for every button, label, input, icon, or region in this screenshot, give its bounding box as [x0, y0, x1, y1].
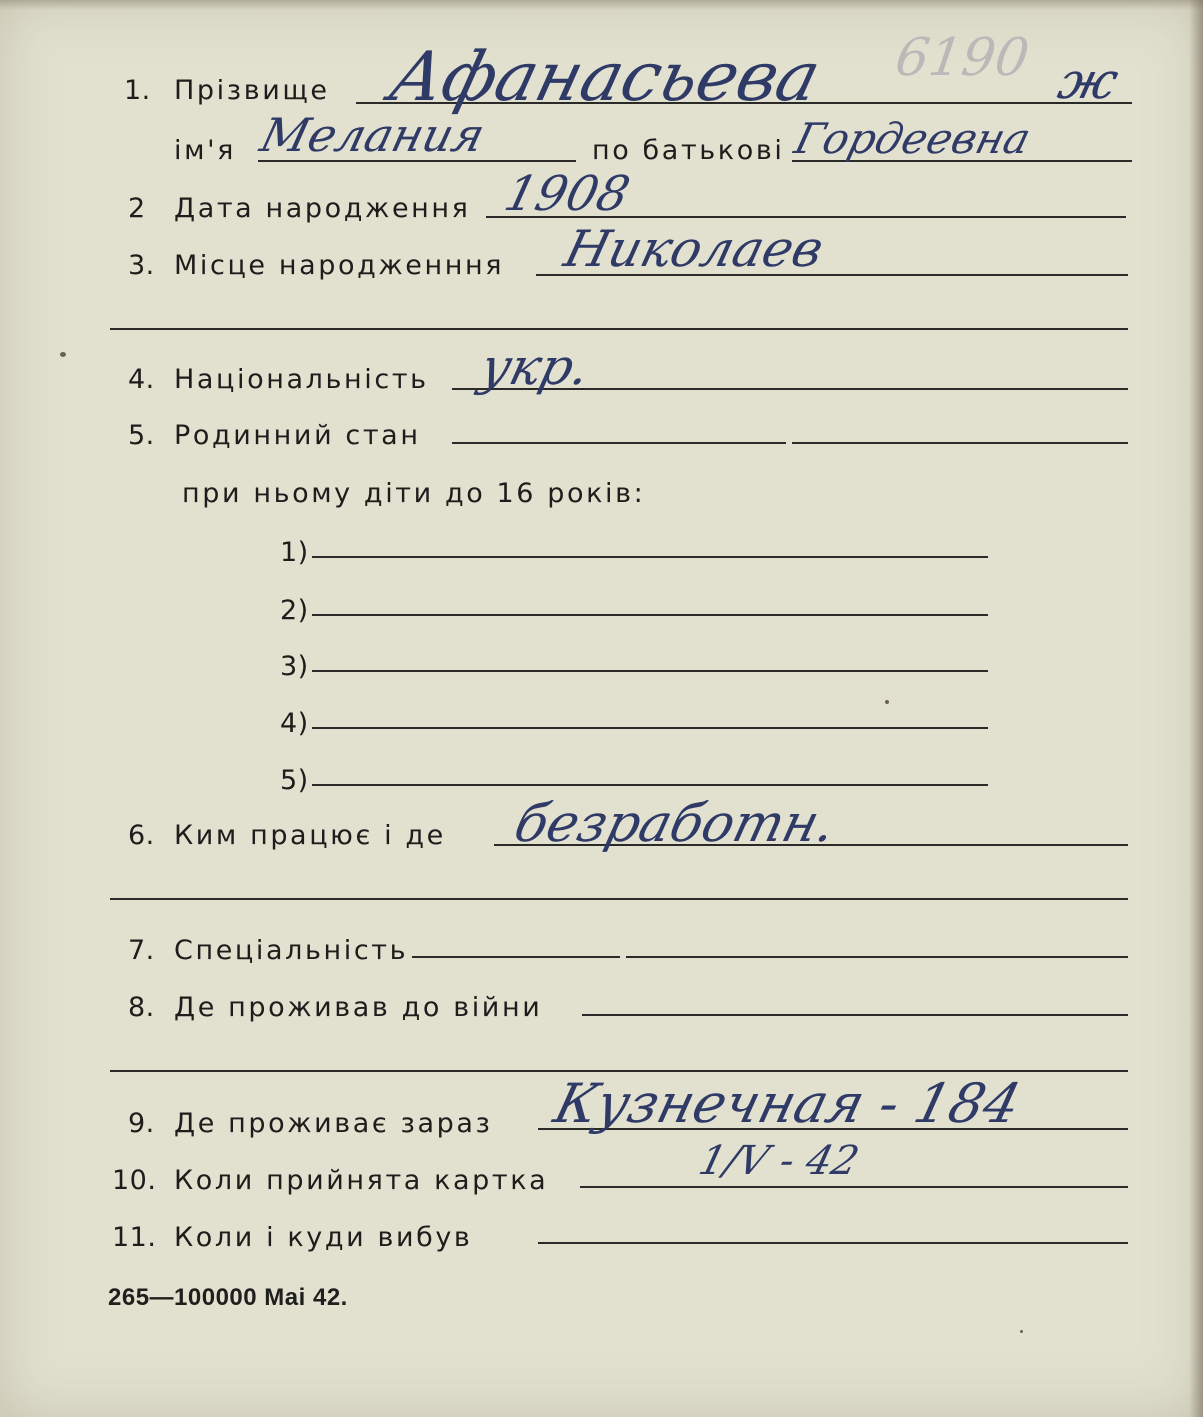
line-birthplace-continued: [110, 328, 1128, 330]
value-current-residence: Кузнечная - 184: [548, 1072, 1027, 1135]
field-number-3: 3.: [128, 250, 155, 281]
field-number-4: 4.: [128, 364, 155, 395]
child-number-1: 1): [280, 537, 309, 568]
label-current-residence: Де проживає зараз: [174, 1108, 493, 1139]
child-number-4: 4): [280, 708, 309, 739]
paper-top-shadow: [0, 0, 1203, 10]
label-prewar-residence: Де проживав до війни: [174, 992, 543, 1023]
label-work: Ким працює і де: [174, 820, 446, 851]
label-departed: Коли і куди вибув: [174, 1222, 473, 1253]
label-specialty: Спеціальність: [174, 935, 409, 966]
paper-speck: [60, 352, 66, 357]
field-number-10: 10.: [112, 1165, 157, 1196]
line-card-accepted: [580, 1186, 1128, 1188]
field-number-7: 7.: [128, 935, 155, 966]
field-number-9: 9.: [128, 1108, 155, 1139]
label-patronymic: по батькові: [592, 135, 785, 166]
line-family-status-b: [792, 442, 1128, 444]
stamp-number: 6190: [891, 28, 1033, 88]
label-nationality: Національність: [174, 364, 429, 395]
field-number-8: 8.: [128, 992, 155, 1023]
line-family-status-a: [452, 442, 786, 444]
value-card-accepted: 1/V - 42: [694, 1138, 864, 1184]
line-child-4: [312, 727, 988, 729]
label-card-accepted: Коли прийнята картка: [174, 1165, 549, 1196]
field-number-1: 1.: [124, 75, 151, 106]
line-specialty-b: [626, 956, 1128, 958]
child-number-5: 5): [280, 765, 309, 796]
line-child-3: [312, 670, 988, 672]
value-patronymic: Гордеевна: [789, 114, 1036, 163]
child-number-2: 2): [280, 595, 309, 626]
value-birthdate: 1908: [499, 166, 636, 222]
line-departed: [538, 1242, 1128, 1244]
value-birthplace: Николаев: [558, 220, 830, 278]
line-prewar-residence: [582, 1014, 1128, 1016]
line-child-5: [312, 784, 988, 786]
field-number-2: 2: [128, 193, 146, 224]
paper-speck: [885, 700, 889, 704]
line-specialty-a: [412, 956, 620, 958]
value-name: Мелания: [255, 108, 491, 162]
field-number-6: 6.: [128, 820, 155, 851]
paper-edge-shadow: [1189, 0, 1203, 1417]
label-family-status: Родинний стан: [174, 420, 421, 451]
value-sex: ж: [1052, 52, 1125, 110]
print-code: 265—100000 Mai 42.: [108, 1284, 348, 1311]
line-child-1: [312, 556, 988, 558]
line-work-continued: [110, 898, 1128, 900]
value-surname: Афанасьева: [382, 38, 828, 117]
label-birthdate: Дата народження: [174, 193, 471, 224]
value-nationality: укр.: [474, 338, 596, 396]
paper-speck: [1020, 1330, 1023, 1333]
value-work: безработн.: [508, 794, 842, 854]
label-surname: Прізвище: [174, 75, 330, 106]
label-children: при ньому діти до 16 років:: [182, 478, 646, 509]
line-child-2: [312, 614, 988, 616]
field-number-11: 11.: [112, 1222, 157, 1253]
label-name: ім'я: [174, 135, 236, 166]
child-number-3: 3): [280, 651, 309, 682]
label-birthplace: Місце народженння: [174, 250, 505, 281]
field-number-5: 5.: [128, 420, 155, 451]
